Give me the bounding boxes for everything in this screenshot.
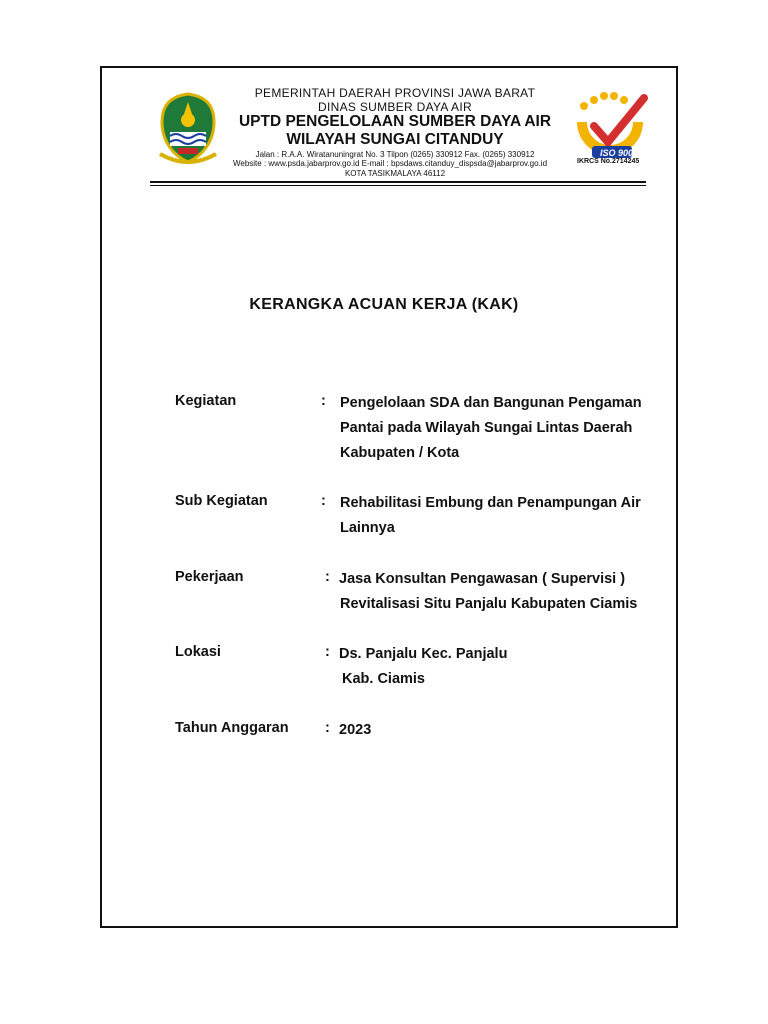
header-rule-thin bbox=[150, 185, 646, 186]
field-colon: : bbox=[325, 720, 330, 736]
field-value-line: Rehabilitasi Embung dan Penampungan Air bbox=[340, 495, 641, 511]
field-label: Sub Kegiatan bbox=[175, 493, 268, 509]
jawa-barat-emblem-logo bbox=[158, 92, 218, 164]
field-value bbox=[339, 718, 371, 743]
field-value-line: Jasa Konsultan Pengawasan ( Supervisi ) bbox=[339, 571, 626, 587]
field-colon: : bbox=[325, 569, 330, 585]
field-value-line: Pengelolaan SDA dan Bangunan Pengaman bbox=[340, 395, 642, 411]
field-value-line: Kabupaten / Kota bbox=[340, 445, 460, 461]
header-city: KOTA TASIKMALAYA 46112 bbox=[344, 169, 446, 178]
field-value-line: Pantai pada Wilayah Sungai Lintas Daerah bbox=[340, 420, 633, 436]
field-value-line: 2023 bbox=[339, 722, 372, 738]
field-colon: : bbox=[321, 493, 326, 509]
field-value bbox=[340, 391, 642, 466]
field-label: Tahun Anggaran bbox=[175, 720, 289, 736]
field-colon: : bbox=[325, 644, 330, 660]
field-label: Pekerjaan bbox=[175, 569, 244, 585]
header-unit: UPTD PENGELOLAAN SUMBER DAYA AIR bbox=[238, 113, 552, 130]
field-value bbox=[339, 567, 637, 617]
field-value bbox=[340, 491, 641, 541]
field-label: Lokasi bbox=[175, 644, 221, 660]
header-government: PEMERINTAH DAERAH PROVINSI JAWA BARAT bbox=[254, 86, 536, 100]
field-value bbox=[339, 642, 507, 692]
header-agency: DINAS SUMBER DAYA AIR bbox=[318, 100, 472, 114]
header-contact: Website : www.psda.jabarprov.go.id E-mail : bpsdaws.citanduy_dispsda@jabarprov.go.id bbox=[232, 159, 548, 168]
header-rule-thick bbox=[150, 181, 646, 183]
field-value-line: Kab. Ciamis bbox=[342, 671, 425, 687]
header-region: WILAYAH SUNGAI CITANDUY bbox=[286, 131, 504, 148]
field-value-line: Revitalisasi Situ Panjalu Kabupaten Ciamis bbox=[340, 596, 638, 612]
header-address: Jalan : R.A.A. Wiratanuningrat No. 3 Tilpon (0265) 330912 Fax. (0265) 330912 bbox=[255, 150, 535, 159]
field-colon: : bbox=[321, 393, 326, 409]
field-value-line: Ds. Panjalu Kec. Panjalu bbox=[339, 646, 508, 662]
field-value-line: Lainnya bbox=[340, 520, 395, 536]
field-label: Kegiatan bbox=[175, 393, 237, 409]
document-title: KERANGKA ACUAN KERJA (KAK) bbox=[249, 296, 519, 313]
iso-certificate-number: IKRCS No.2714245 bbox=[577, 158, 640, 165]
iso-label: ISO 9001 bbox=[599, 148, 639, 158]
